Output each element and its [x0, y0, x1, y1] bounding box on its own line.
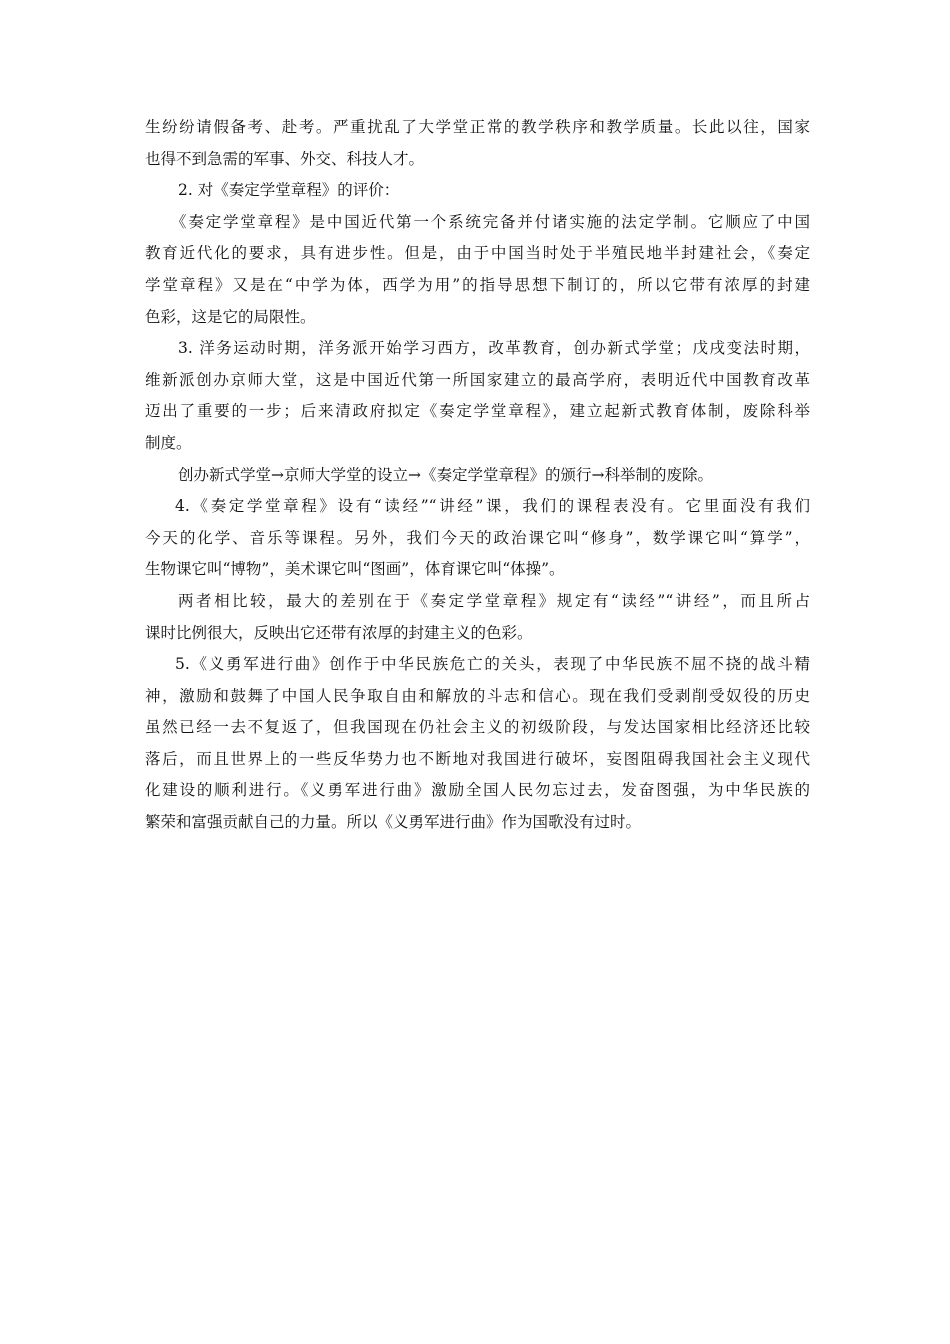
text-line-7: 色彩，这是它的局限性。	[145, 307, 316, 326]
text-line-13: 4.《奏定学堂章程》设有“读经”“讲经”课，我们的课程表没有。它里面没有我们	[175, 497, 810, 516]
text-line-17: 课时比例很大，反映出它还带有浓厚的封建主义的色彩。	[145, 623, 533, 642]
text-line-2: 也得不到急需的军事、外交、科技人才。	[145, 149, 425, 168]
document-body	[145, 112, 810, 839]
text-line-18: 5.《义勇军进行曲》创作于中华民族危亡的关头，表现了中华民族不屈不挠的战斗精	[175, 655, 810, 674]
text-line-14: 今天的化学、音乐等课程。另外，我们今天的政治课它叫“修身”，数学课它叫“算学”，	[145, 528, 810, 547]
text-line-8: 3. 洋务运动时期，洋务派开始学习西方，改革教育，创办新式学堂；戊戌变法时期，	[178, 339, 810, 358]
text-line-19: 神，激励和鼓舞了中国人民争取自由和解放的斗志和信心。现在我们受剥削受奴役的历史	[145, 686, 810, 705]
text-line-16: 两者相比较，最大的差别在于《奏定学堂章程》规定有“读经”“讲经”，而且所占	[178, 591, 810, 610]
text-line-10: 迈出了重要的一步；后来清政府拟定《奏定学堂章程》，建立起新式教育体制，废除科举	[145, 402, 810, 421]
text-line-6: 学堂章程》又是在“中学为体，西学为用”的指导思想下制订的，所以它带有浓厚的封建	[145, 275, 810, 294]
text-line-21: 落后，而且世界上的一些反华势力也不断地对我国进行破坏，妄图阻碍我国社会主义现代	[145, 749, 810, 768]
text-line-20: 虽然已经一去不复返了，但我国现在仍社会主义的初级阶段，与发达国家相比经济还比较	[145, 718, 810, 737]
text-line-4: 《奏定学堂章程》是中国近代第一个系统完备并付诸实施的法定学制。它顺应了中国	[171, 212, 810, 231]
text-line-15: 生物课它叫“博物”，美术课它叫“图画”，体育课它叫“体操”。	[145, 560, 565, 579]
text-line-1: 生纷纷请假备考、赴考。严重扰乱了大学堂正常的教学秩序和教学质量。长此以往，国家	[145, 118, 810, 136]
text-line-12: 创办新式学堂→京师大学堂的设立→《奏定学堂章程》的颁行→科举制的废除。	[178, 465, 713, 484]
text-line-5: 教育近代化的要求，具有进步性。但是，由于中国当时处于半殖民地半封建社会，《奏定	[145, 244, 810, 263]
text-line-23: 繁荣和富强贡献自己的力量。所以《义勇军进行曲》作为国歌没有过时。	[145, 813, 642, 832]
text-line-11: 制度。	[145, 433, 192, 452]
text-line-22: 化建设的顺利进行。《义勇军进行曲》激励全国人民勿忘过去，发奋图强，为中华民族的	[145, 781, 810, 800]
section-heading-2: 2. 对《奏定学堂章程》的评价：	[178, 181, 400, 200]
text-line-9: 维新派创办京师大堂，这是中国近代第一所国家建立的最高学府，表明近代中国教育改革	[145, 370, 810, 389]
